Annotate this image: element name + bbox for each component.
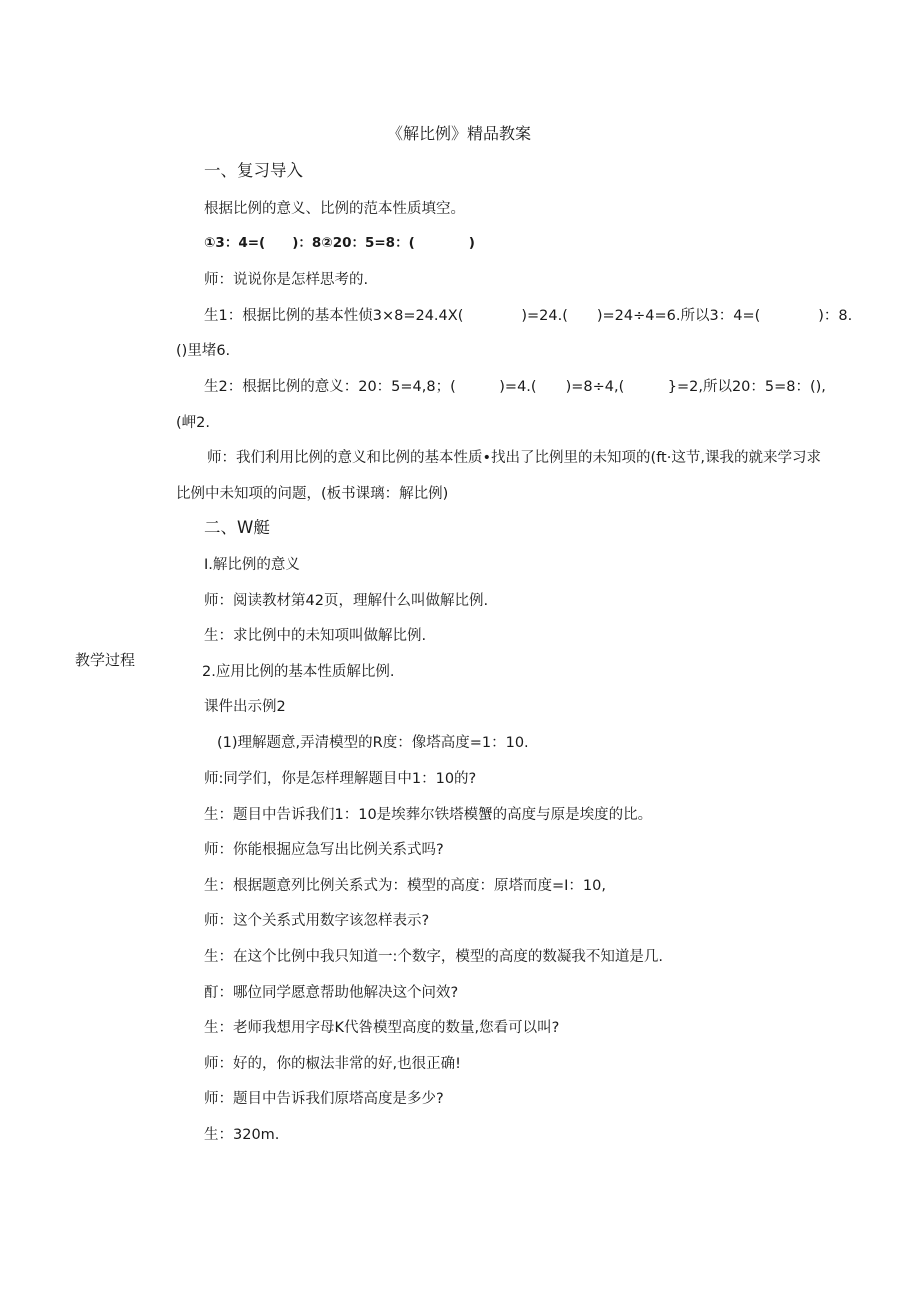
section-2-line-12: 生：老师我想用字母K代咎模型高度的数量,您看可以叫? xyxy=(204,1020,560,1036)
section-2-heading: 二、W艇 xyxy=(204,518,270,537)
section-2-line-1: 师：阅读教材第42页，理解什么叫做解比例. xyxy=(204,593,489,609)
side-label: 教学过程 xyxy=(75,651,136,669)
section-1-heading: 一、复习导入 xyxy=(204,161,303,180)
section-2-line-14: 师：题目中告诉我们原塔高度是多少? xyxy=(204,1091,444,1107)
student-2-line-a: 生2：根据比例的意义：20：5=4,8；( )=4.( )=8÷4,( }=2,所以20：5=8：(), xyxy=(204,379,826,395)
section-2-line-3: 课件出示例2 xyxy=(204,699,286,715)
student-1-line-b: ()里堵6. xyxy=(176,343,231,359)
section-2-line-13: 师：好的，你的椒法非常的好,也很正确! xyxy=(204,1056,461,1072)
subsection-2: 2.应用比例的基本性质解比例. xyxy=(202,664,395,680)
section-2-line-2: 生：求比例中的未知项叫做解比例. xyxy=(204,628,427,644)
section-2-line-11: 酊：哪位同学愿意帮助他解决这个问效? xyxy=(204,985,459,1001)
section-2-line-5: 师:同学们，你是怎样理解题目中1：10的? xyxy=(204,771,477,787)
teacher-line-2b: 比例中未知项的问题，(板书课璃：解比例) xyxy=(176,486,449,502)
student-1-line-a: 生1：根据比例的基本性侦3×8=24.4X( )=24.( )=24÷4=6.所以3：4=( )：8. xyxy=(204,308,853,324)
section-2-line-10: 生：在这个比例中我只知道一:个数字，模型的高度的数凝我不知道是几. xyxy=(204,949,663,965)
student-2-line-b: (岬2. xyxy=(176,415,210,431)
subsection-1: I.解比例的意义 xyxy=(204,557,300,573)
section-2-line-6: 生：题目中告诉我们1：10是埃葬尔铁塔模蟹的高度与原是埃度的比。 xyxy=(204,807,653,823)
section-2-line-4: (1)理解题意,弄清模型的R度：像塔高度=1：10. xyxy=(217,735,529,751)
section-2-line-8: 生：根据题意列比例关系式为：模型的高度：原塔而度=I：10, xyxy=(204,878,606,894)
section-2-line-15: 生：320m. xyxy=(204,1127,280,1143)
section-1-intro: 根据比例的意义、比例的范本性质填空。 xyxy=(204,201,465,217)
document-title: 《解比例》精品教案 xyxy=(387,124,532,143)
teacher-line-2a: 师：我们利用比例的意义和比例的基本性质•找出了比例里的未知项的(ft·这节,课我的就来学习求 xyxy=(207,450,821,466)
section-2-line-7: 师：你能根掘应急写出比例关系式吗? xyxy=(204,842,444,858)
section-2-line-9: 师：这个关系式用数字该忽样表示? xyxy=(204,913,430,929)
teacher-line-1: 师：说说你是怎样思考的. xyxy=(204,272,369,288)
fill-in-question: ①3：4=( )：8②20：5=8：( ) xyxy=(204,235,475,251)
